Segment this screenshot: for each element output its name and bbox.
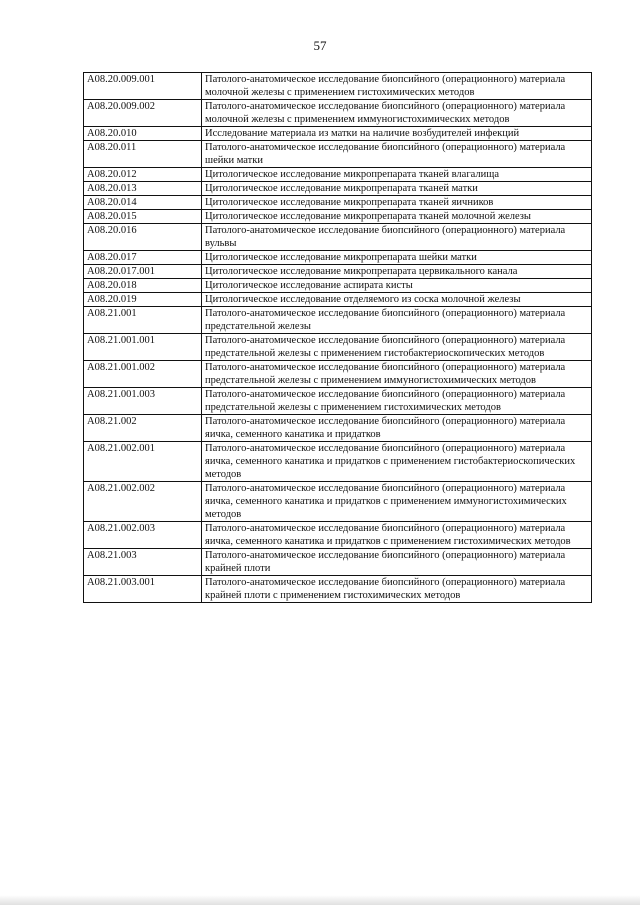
description-cell: Патолого-анатомическое исследование биопсийного (операционного) материала яичка, семенного канатика и придатков xyxy=(202,415,592,442)
code-cell: A08.21.001 xyxy=(84,307,202,334)
table-row xyxy=(84,388,592,415)
code-cell: A08.21.002.003 xyxy=(84,522,202,549)
description-cell: Цитологическое исследование микропрепарата тканей яичников xyxy=(202,196,592,210)
table-row xyxy=(84,334,592,361)
description-cell: Патолого-анатомическое исследование биопсийного (операционного) материала яичка, семенного канатика и придатков с применением иммуногистохимических методов xyxy=(202,482,592,522)
code-cell: A08.21.003 xyxy=(84,549,202,576)
table-row xyxy=(84,168,592,182)
code-cell: A08.20.017.001 xyxy=(84,265,202,279)
table-row xyxy=(84,549,592,576)
code-cell: A08.20.010 xyxy=(84,127,202,141)
table-row xyxy=(84,482,592,522)
code-cell: A08.21.001.002 xyxy=(84,361,202,388)
table-row xyxy=(84,293,592,307)
code-cell: A08.21.002 xyxy=(84,415,202,442)
table-row xyxy=(84,141,592,168)
description-cell: Цитологическое исследование микропрепарата тканей молочной железы xyxy=(202,210,592,224)
table-row xyxy=(84,127,592,141)
description-cell: Патолого-анатомическое исследование биопсийного (операционного) материала яичка, семенного канатика и придатков с применением гистобактериоскопических методов xyxy=(202,442,592,482)
description-cell: Патолого-анатомическое исследование биопсийного (операционного) материала молочной железы с применением гистохимических методов xyxy=(202,73,592,100)
table-row xyxy=(84,210,592,224)
code-cell: A08.20.012 xyxy=(84,168,202,182)
code-cell: A08.21.001.001 xyxy=(84,334,202,361)
table-row xyxy=(84,251,592,265)
description-cell: Патолого-анатомическое исследование биопсийного (операционного) материала вульвы xyxy=(202,224,592,251)
code-cell: A08.21.003.001 xyxy=(84,576,202,603)
table-row xyxy=(84,100,592,127)
code-cell: A08.20.013 xyxy=(84,182,202,196)
table-row xyxy=(84,196,592,210)
procedure-table-body xyxy=(84,73,592,603)
description-cell: Патолого-анатомическое исследование биопсийного (операционного) материала предстательной железы с применением гистохимических методов xyxy=(202,388,592,415)
table-row xyxy=(84,307,592,334)
code-cell: A08.20.019 xyxy=(84,293,202,307)
code-cell: A08.20.018 xyxy=(84,279,202,293)
table-row xyxy=(84,182,592,196)
code-cell: A08.21.002.001 xyxy=(84,442,202,482)
table-row xyxy=(84,265,592,279)
description-cell: Патолого-анатомическое исследование биопсийного (операционного) материала крайней плоти с применением гистохимических методов xyxy=(202,576,592,603)
description-cell: Патолого-анатомическое исследование биопсийного (операционного) материала молочной железы с применением иммуногистохимических методов xyxy=(202,100,592,127)
table-row xyxy=(84,442,592,482)
table-row xyxy=(84,522,592,549)
code-cell: A08.20.009.002 xyxy=(84,100,202,127)
table-row xyxy=(84,361,592,388)
description-cell: Патолого-анатомическое исследование биопсийного (операционного) материала предстательной железы xyxy=(202,307,592,334)
code-cell: A08.20.011 xyxy=(84,141,202,168)
description-cell: Исследование материала из матки на наличие возбудителей инфекций xyxy=(202,127,592,141)
code-cell: A08.21.001.003 xyxy=(84,388,202,415)
description-cell: Патолого-анатомическое исследование биопсийного (операционного) материала шейки матки xyxy=(202,141,592,168)
description-cell: Патолого-анатомическое исследование биопсийного (операционного) материала крайней плоти xyxy=(202,549,592,576)
description-cell: Патолого-анатомическое исследование биопсийного (операционного) материала предстательной железы с применением гистобактериоскопических методов xyxy=(202,334,592,361)
page-number: 57 xyxy=(313,38,327,53)
description-cell: Цитологическое исследование микропрепарата тканей влагалища xyxy=(202,168,592,182)
code-cell: A08.21.002.002 xyxy=(84,482,202,522)
description-cell: Цитологическое исследование микропрепарата шейки матки xyxy=(202,251,592,265)
code-cell: A08.20.009.001 xyxy=(84,73,202,100)
code-cell: A08.20.017 xyxy=(84,251,202,265)
table-row xyxy=(84,73,592,100)
scan-bottom-shadow xyxy=(0,895,640,905)
description-cell: Цитологическое исследование аспирата кисты xyxy=(202,279,592,293)
description-cell: Цитологическое исследование отделяемого из соска молочной железы xyxy=(202,293,592,307)
table-row xyxy=(84,224,592,251)
code-cell: A08.20.014 xyxy=(84,196,202,210)
code-cell: A08.20.016 xyxy=(84,224,202,251)
description-cell: Цитологическое исследование микропрепарата тканей матки xyxy=(202,182,592,196)
code-cell: A08.20.015 xyxy=(84,210,202,224)
procedure-table xyxy=(83,72,592,603)
table-row xyxy=(84,279,592,293)
description-cell: Патолого-анатомическое исследование биопсийного (операционного) материала предстательной железы с применением иммуногистохимических методов xyxy=(202,361,592,388)
table-row xyxy=(84,576,592,603)
description-cell: Цитологическое исследование микропрепарата цервикального канала xyxy=(202,265,592,279)
description-cell: Патолого-анатомическое исследование биопсийного (операционного) материала яичка, семенного канатика и придатков с применением гистохимических методов xyxy=(202,522,592,549)
table-row xyxy=(84,415,592,442)
